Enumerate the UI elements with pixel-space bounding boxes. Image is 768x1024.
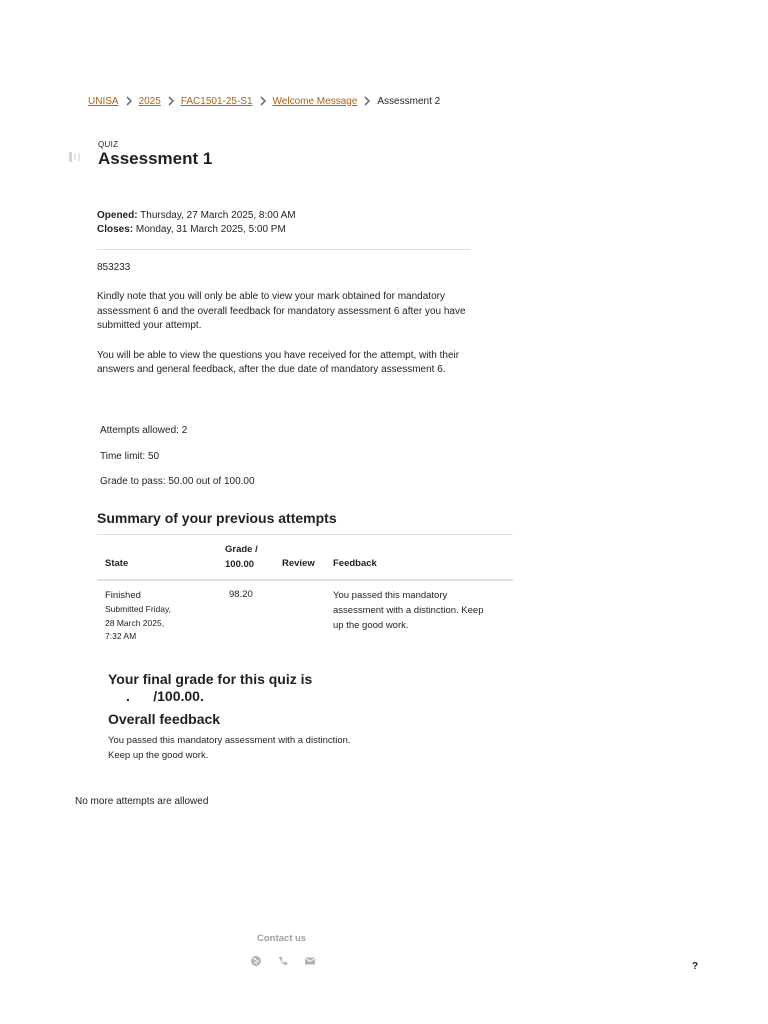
breadcrumb-link-2025[interactable]: 2025 xyxy=(138,95,161,107)
table-border xyxy=(97,534,513,535)
breadcrumb-link-welcome-message[interactable]: Welcome Message xyxy=(272,95,358,107)
closes-date: Closes: Monday, 31 March 2025, 5:00 PM xyxy=(97,224,286,235)
quiz-intro xyxy=(97,261,472,392)
column-header-state: State xyxy=(105,558,129,569)
globe-icon[interactable] xyxy=(250,955,262,967)
chevron-right-icon xyxy=(361,95,373,107)
phone-icon[interactable] xyxy=(277,955,289,967)
overall-feedback-text: You passed this mandatory assessment with a distinction. Keep up the good work. xyxy=(108,735,351,761)
chevron-right-icon xyxy=(257,95,269,107)
table-border xyxy=(97,579,513,581)
grade-to-pass: Grade to pass: 50.00 out of 100.00 xyxy=(100,476,255,487)
quiz-icon xyxy=(68,150,84,164)
intro-paragraph: Kindly note that you will only be able to view your mark obtained for mandatory assessment 6 and the overall feedback for mandatory assessment 6 after you have submitted your attempt. xyxy=(97,291,466,332)
activity-type-label: QUIZ xyxy=(98,140,119,149)
breadcrumb-current: Assessment 2 xyxy=(377,95,441,107)
summary-title: Summary of your previous attempts xyxy=(97,510,337,526)
page-title: Assessment 1 xyxy=(98,149,213,168)
quiz-rules xyxy=(100,425,255,502)
no-more-attempts-message: No more attempts are allowed xyxy=(75,796,209,807)
breadcrumb xyxy=(88,95,440,107)
column-header-feedback: Feedback xyxy=(333,558,377,569)
column-header-review: Review xyxy=(282,558,315,569)
breadcrumb-link-course[interactable]: FAC1501-25-S1 xyxy=(180,95,253,107)
attempt-feedback: You passed this mandatory assessment with a distinction. Keep up the good work. xyxy=(333,590,484,631)
attempt-grade: 98.20 xyxy=(229,589,253,600)
chevron-right-icon xyxy=(165,95,177,107)
overall-feedback-title: Overall feedback xyxy=(108,711,221,727)
column-header-grade: Grade / 100.00 xyxy=(225,544,258,570)
attempt-state: Finished xyxy=(105,590,141,601)
attempt-submitted: Submitted Friday, 28 March 2025, 7:32 AM xyxy=(105,604,171,641)
contact-us-link[interactable]: Contact us xyxy=(257,933,307,944)
footer-icons xyxy=(250,955,316,967)
breadcrumb-link-unisa[interactable]: UNISA xyxy=(88,95,119,107)
time-limit: Time limit: 50 xyxy=(100,450,160,462)
intro-code: 853233 xyxy=(97,262,131,273)
envelope-icon[interactable] xyxy=(304,955,316,967)
help-button[interactable]: ? xyxy=(692,961,699,972)
attempts-allowed: Attempts allowed: 2 xyxy=(100,425,188,436)
opened-date: Opened: Thursday, 27 March 2025, 8:00 AM xyxy=(97,210,296,221)
intro-paragraph: You will be able to view the questions you have received for the attempt, with their answers and general feedback, after the due date of mandatory assessment 6. xyxy=(97,349,460,376)
divider xyxy=(97,249,470,250)
activity-dates xyxy=(97,209,296,237)
final-grade: Your final grade for this quiz is . /100.00. xyxy=(108,671,313,704)
chevron-right-icon xyxy=(123,95,135,107)
